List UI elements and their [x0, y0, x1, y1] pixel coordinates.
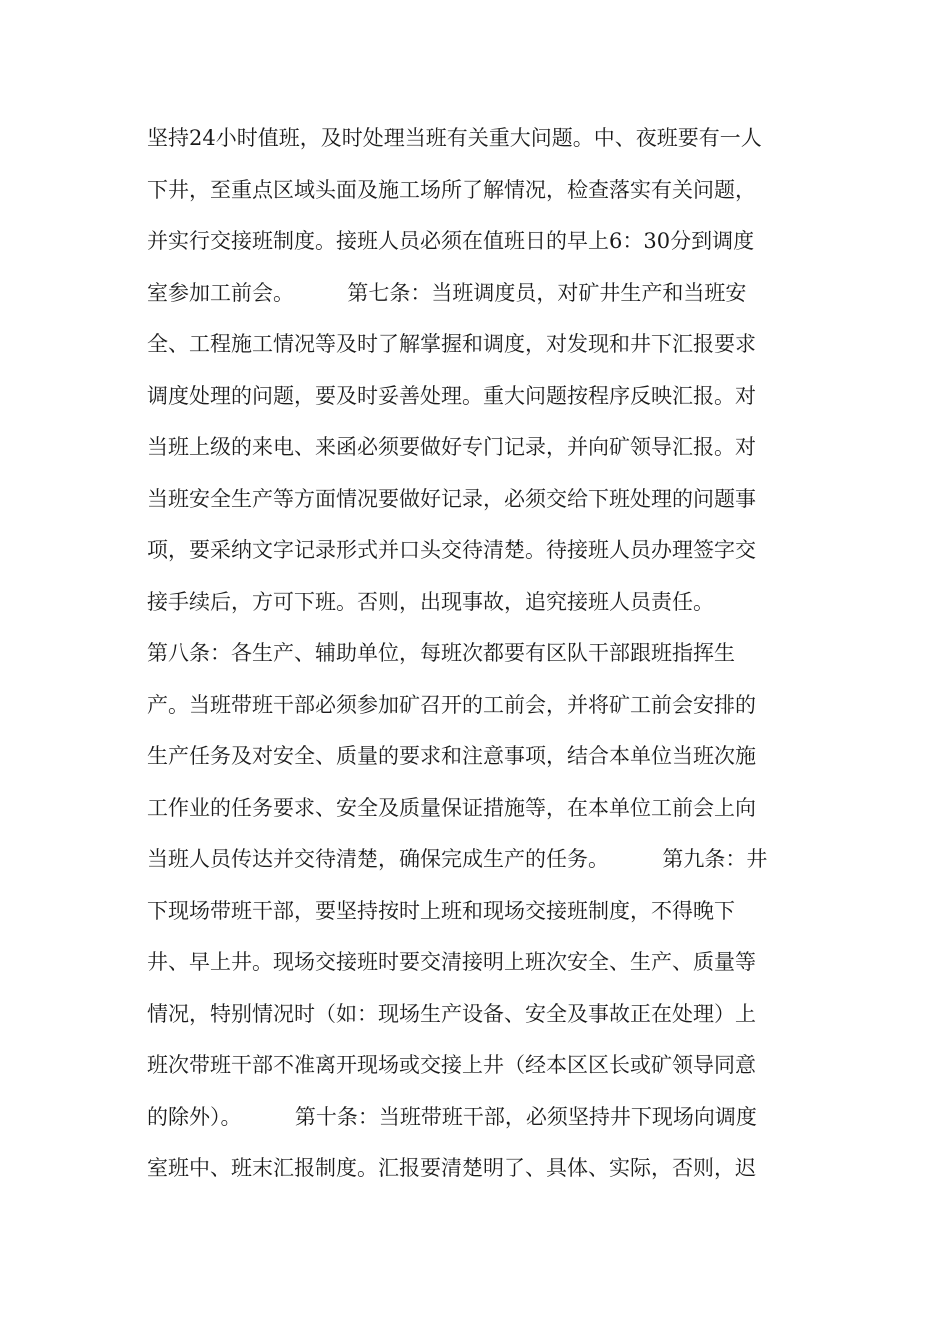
text-line: 生产任务及对安全、质量的要求和注意事项，结合本单位当班次施	[147, 744, 756, 768]
text-line: 下井，至重点区域头面及施工场所了解情况，检查落实有关问题，	[147, 177, 756, 202]
text-line: 当班人员传达并交待清楚，确保完成生产的任务。 第九条：井	[147, 847, 768, 871]
text-line: 全、工程施工情况等及时了解掌握和调度，对发现和井下汇报要求	[147, 332, 756, 356]
text-line: 室参加工前会。 第七条：当班调度员，对矿井生产和当班安	[147, 280, 747, 305]
text-line: 情况，特别情况时（如：现场生产设备、安全及事故正在处理）上	[147, 1001, 756, 1026]
text-line: 坚持24小时值班，及时处理当班有关重大问题。中、夜班要有一人	[147, 126, 762, 150]
text-line: 项，要采纳文字记录形式并口头交待清楚。待接班人员办理签字交	[147, 538, 756, 562]
text-line: 井、早上井。现场交接班时要交清接明上班次安全、生产、质量等	[147, 950, 756, 974]
text-line: 调度处理的问题，要及时妥善处理。重大问题按程序反映汇报。对	[147, 383, 756, 408]
body-text	[147, 116, 807, 1198]
text-line: 当班安全生产等方面情况要做好记录，必须交给下班处理的问题事	[147, 486, 756, 511]
text-line: 第八条：各生产、辅助单位，每班次都要有区队干部跟班指挥生	[147, 641, 735, 665]
text-line: 的除外）。 第十条：当班带班干部，必须坚持井下现场向调度	[147, 1104, 757, 1129]
text-line: 接手续后，方可下班。否则，出现事故，追究接班人员责任。	[147, 589, 714, 614]
text-line: 当班上级的来电、来函必须要做好专门记录，并向矿领导汇报。对	[147, 435, 756, 459]
text-line: 产。当班带班干部必须参加矿召开的工前会，并将矿工前会安排的	[147, 692, 756, 717]
text-line: 下现场带班干部，要坚持按时上班和现场交接班制度，不得晚下	[147, 898, 735, 923]
text-line: 工作业的任务要求、安全及质量保证措施等，在本单位工前会上向	[147, 795, 756, 820]
text-line: 班次带班干部不准离开现场或交接上井（经本区区长或矿领导同意	[147, 1053, 756, 1077]
text-line: 并实行交接班制度。接班人员必须在值班日的早上6：30分到调度	[147, 229, 755, 253]
text-line: 室班中、班末汇报制度。汇报要清楚明了、具体、实际，否则，迟	[147, 1156, 756, 1180]
